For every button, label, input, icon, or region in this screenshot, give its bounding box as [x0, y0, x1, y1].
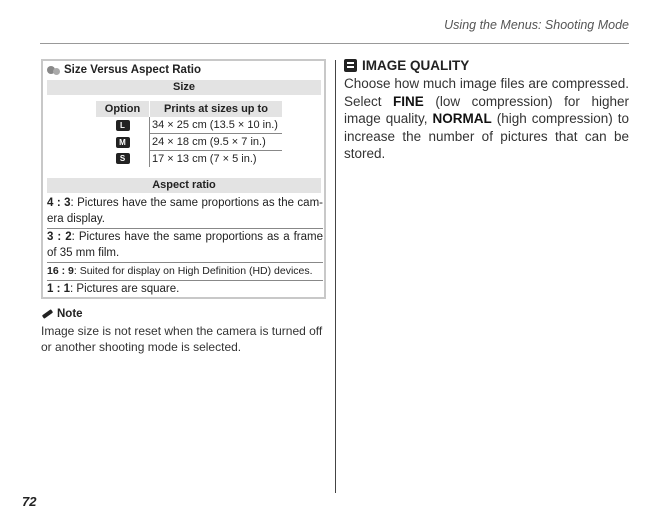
section-text-part: (low compression) for higher image quality,	[344, 93, 629, 126]
pencil-icon	[41, 309, 53, 319]
table-row	[96, 151, 282, 168]
aspect-description: : Suited for display on High Definition (HD) devices.	[73, 265, 313, 277]
aspect-list	[47, 195, 323, 298]
size-value: 24 × 18 cm (9.5 × 7 in.)	[150, 134, 283, 151]
note-text: Image size is not reset when the camera is turned off or another shooting mode is selected.	[41, 324, 323, 354]
aspect-ratio: 16 : 9	[47, 265, 74, 277]
col-prints-header: Prints at sizes up to	[150, 101, 283, 117]
col-option-header: Option	[96, 101, 150, 117]
aspect-description: : Pictures have the same proportions as the cam-era display.	[47, 197, 323, 225]
box-title	[47, 64, 201, 76]
header-rule	[40, 43, 629, 44]
section-title-text: IMAGE QUALITY	[362, 58, 470, 73]
aspect-ratio: 4 : 3	[47, 197, 71, 209]
page-number: 72	[22, 494, 37, 509]
normal-label: NORMAL	[432, 111, 492, 126]
image-quality-icon	[344, 59, 357, 72]
box-title-text: Size Versus Aspect Ratio	[64, 64, 201, 76]
size-band: Size	[47, 80, 321, 95]
aspect-row	[47, 281, 323, 298]
size-table	[96, 101, 282, 167]
section-title	[344, 58, 469, 73]
size-value: 17 × 13 cm (7 × 5 in.)	[152, 153, 257, 165]
running-header: Using the Menus: Shooting Mode	[444, 18, 629, 32]
size-aspect-box	[41, 59, 326, 299]
size-value: 34 × 25 cm (13.5 × 10 in.)	[150, 117, 283, 134]
size-table-header	[96, 101, 282, 117]
aspect-row	[47, 229, 323, 263]
size-medium-icon: M	[116, 137, 130, 148]
section-text-part: Choose how much image files are compressed. Select	[344, 76, 629, 109]
fine-label: FINE	[393, 93, 424, 109]
aspect-row	[47, 195, 323, 229]
aspect-ratio: 1 : 1	[47, 283, 71, 295]
section-text	[344, 75, 629, 163]
table-row	[96, 134, 282, 151]
column-divider	[335, 60, 336, 493]
aspect-ratio: 3 : 2	[47, 231, 72, 243]
aspect-description: : Pictures have the same proportions as a frame of 35 mm film.	[47, 231, 323, 259]
aspect-description: : Pictures are square.	[70, 283, 180, 295]
note-title-text: Note	[57, 308, 83, 320]
size-small-icon: S	[116, 153, 130, 164]
aspect-band: Aspect ratio	[47, 178, 321, 193]
table-row	[96, 117, 282, 134]
tips-icon	[47, 65, 61, 76]
note-title	[41, 308, 83, 320]
section-text-part: (high compression) to increase the number of pictures that can be stored.	[344, 111, 629, 161]
aspect-row	[47, 263, 323, 281]
size-large-icon: L	[116, 120, 130, 131]
